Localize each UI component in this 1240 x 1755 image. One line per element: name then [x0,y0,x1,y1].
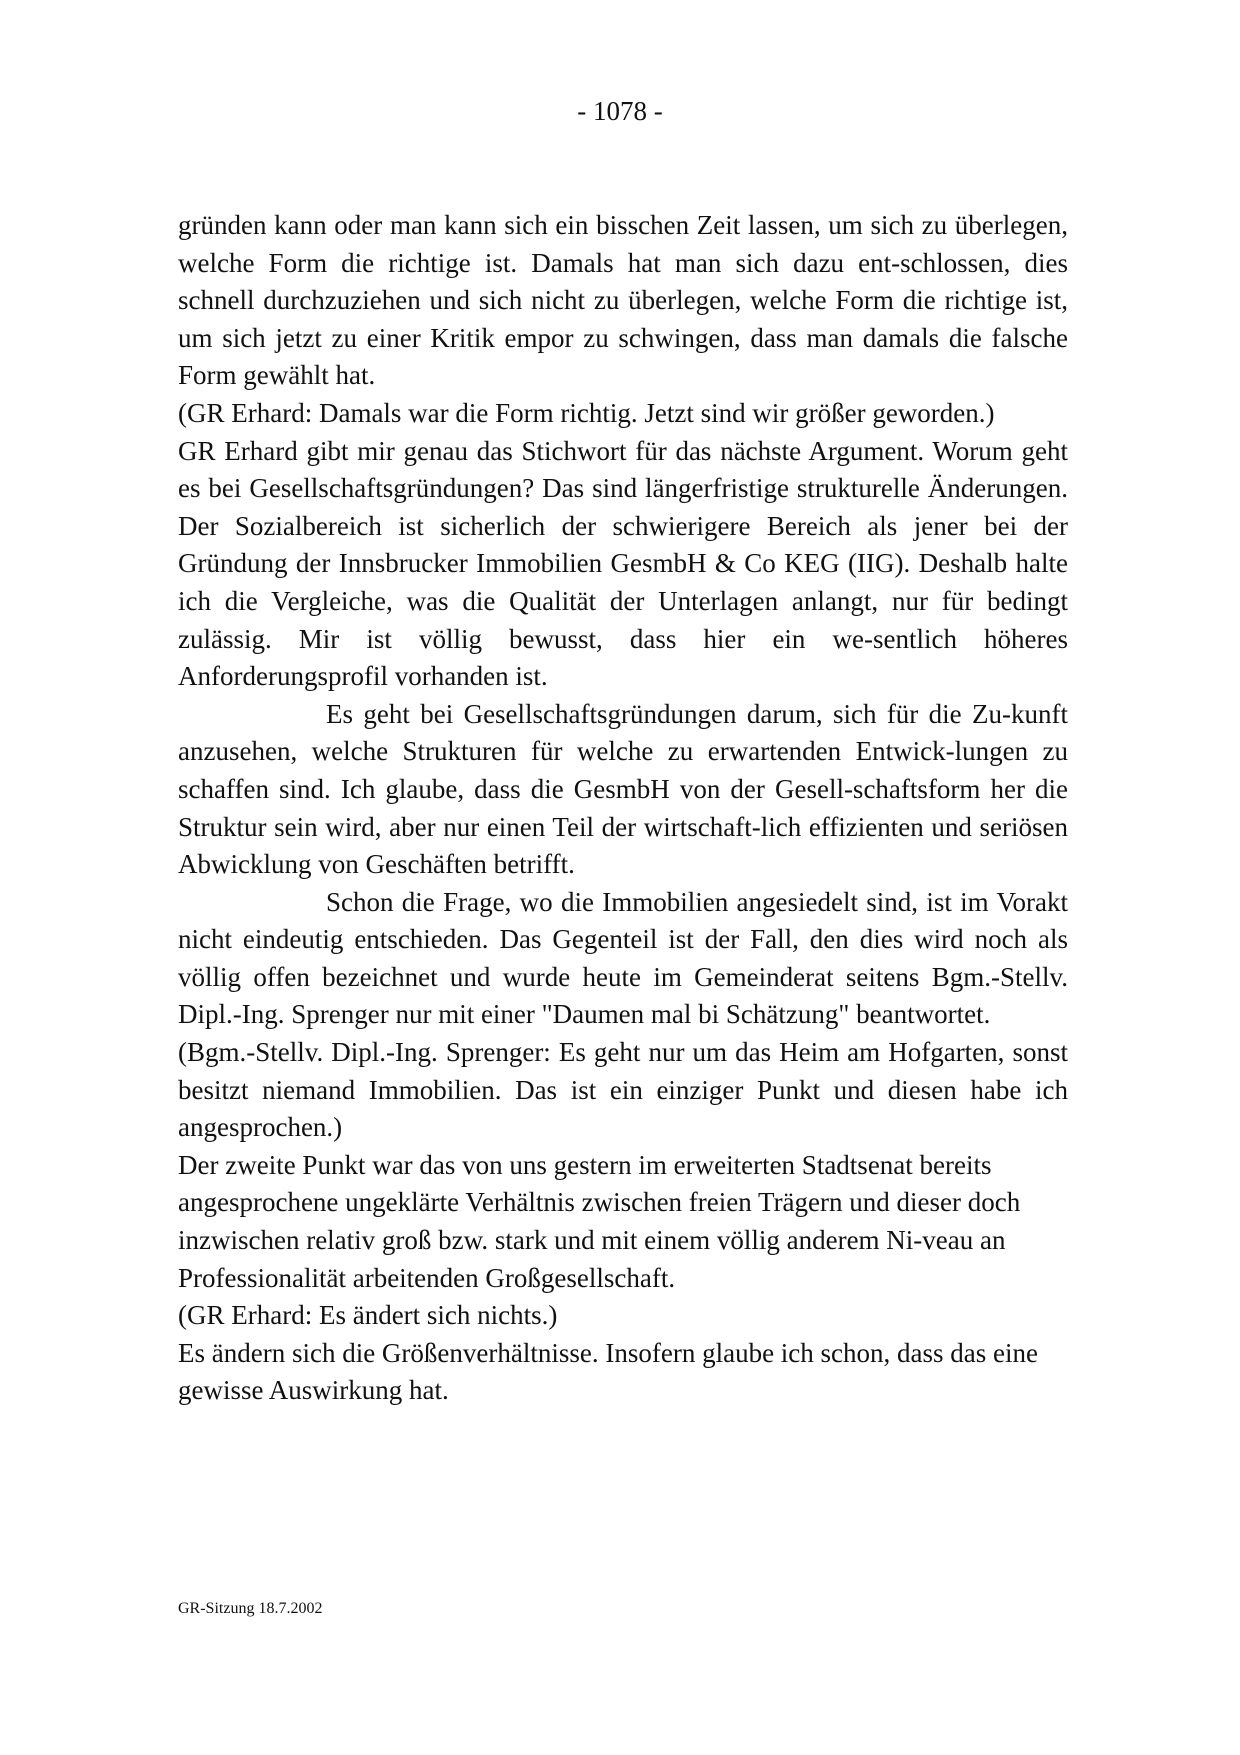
paragraph-3: Es geht bei Gesellschaftsgründungen darum, sich für die Zu-kunft anzusehen, welche Strukturen für welche zu erwartenden Entwick-lungen zu schaffen sind. Ich glaube, dass die GesmbH von der Gesell-schaftsform her die Struktur sein wird, aber nur einen Teil der wirtschaft-lich effizienten und seriösen Abwicklung von Geschäften betrifft. [178,698,1068,880]
paragraph-2: GR Erhard gibt mir genau das Stichwort für das nächste Argument. Worum geht es bei Gesellschaftsgründungen? Das sind längerfristige strukturelle Änderungen. Der Sozialbereich ist sicherlich der schwierigere Bereich als jener bei der Gründung der Innsbrucker Immobilien GesmbH & Co KEG (IIG). Deshalb halte ich die Vergleiche, was die Qualität der Unterlagen anlangt, nur für bedingt zulässig. Mir ist völlig bewusst, dass hier ein we-sentlich höheres Anforderungsprofil vorhanden ist. [178,435,1068,692]
footer-session-date: GR-Sitzung 18.7.2002 [178,1600,323,1617]
paragraph-4: Schon die Frage, wo die Immobilien angesiedelt sind, ist im Vorakt nicht eindeutig entschieden. Das Gegenteil ist der Fall, den dies wird noch als völlig offen bezeichnet und wurde heute im Gemeinderat seitens Bgm.-Stellv. Dipl.-Ing. Sprenger nur mit einer "Daumen mal bi Schätzung" beantwortet. [178,886,1068,1030]
document-body [178,207,1068,1410]
interjection-erhard-1: (GR Erhard: Damals war die Form richtig. Jetzt sind wir größer geworden.) [178,397,995,428]
interjection-sprenger: (Bgm.-Stellv. Dipl.-Ing. Sprenger: Es geht nur um das Heim am Hofgarten, sonst besitzt niemand Immobilien. Das ist ein einziger Punkt und diesen habe ich angesprochen.) [178,1037,1068,1143]
interjection-erhard-2: (GR Erhard: Es ändert sich nichts.) [178,1300,558,1331]
paragraph-6: Es ändern sich die Größenverhältnisse. Insofern glaube ich schon, dass das eine gewisse Auswirkung hat. [178,1337,1038,1406]
page-number: - 1078 - [577,96,663,126]
paragraph-5: Der zweite Punkt war das von uns gestern im erweiterten Stadtsenat bereits angesprochene ungeklärte Verhältnis zwischen freien Trägern und dieser doch inzwischen relativ groß bzw. stark und mit einem völlig anderem Ni-veau an Professionalität arbeitenden Großgesellschaft. [178,1149,1021,1293]
paragraph-1: gründen kann oder man kann sich ein bisschen Zeit lassen, um sich zu überlegen, welche Form die richtige ist. Damals hat man sich dazu ent-schlossen, dies schnell durchzuziehen und sich nicht zu überlegen, welche Form die richtige ist, um sich jetzt zu einer Kritik empor zu schwingen, dass man damals die falsche Form gewählt hat. [178,210,1068,391]
